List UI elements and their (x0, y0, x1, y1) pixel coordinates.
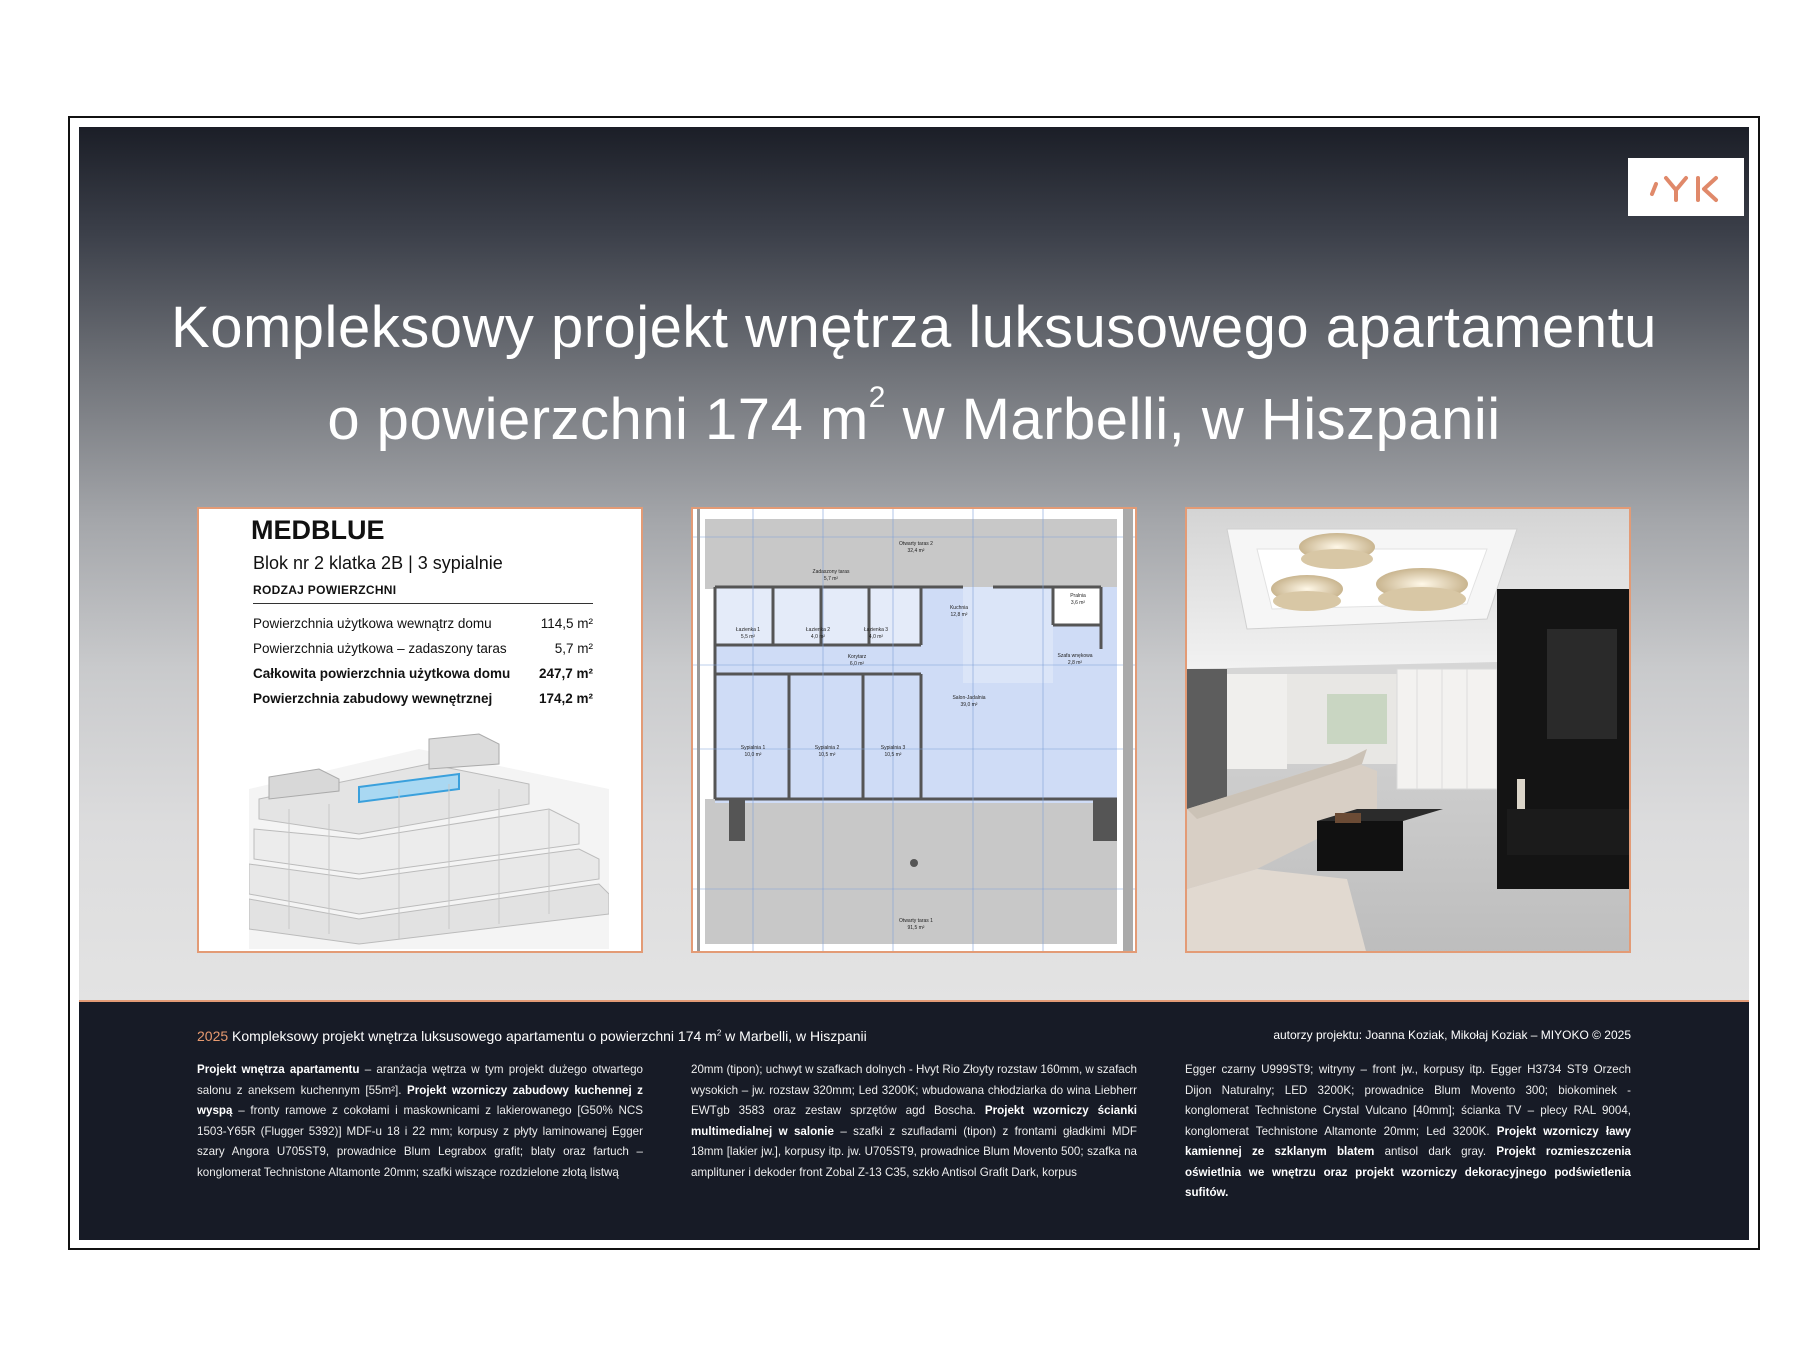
description-text: 20mm (tipon); uchwyt w szafkach dolnych - Hvyt Rio Złoyty rozstaw 160mm, w szafach wysokich – jw. rozstaw 320mm; Led 3200K; wbudowana chłodziarka do wina Liebherr EWTgb 3583 oraz zestaw sprzętów agd Boscha. (691, 1063, 1137, 1117)
plan-label: Łazienka 1 (735, 627, 761, 633)
description-bold: Projekt wzorniczy ścianki multimedialnej w salonie (691, 1104, 1138, 1138)
plan-label: 3,6 m² (1070, 600, 1086, 606)
plan-label: Otwarty taras 2 (899, 541, 933, 547)
plan-label: 10,0 m² (744, 752, 762, 758)
presentation-board (79, 127, 1749, 1240)
plan-label: 32,4 m² (907, 548, 925, 554)
plan-label: Sypialnia 1 (740, 745, 766, 751)
area-row-label: Powierzchnia użytkowa – zadaszony taras (253, 641, 507, 656)
plan-label: 5,5 m² (740, 634, 756, 640)
unit-subtitle: Blok nr 2 klatka 2B | 3 sypialnie (253, 553, 503, 573)
footer-headline-sup: 2 (716, 1028, 722, 1038)
area-row-value: 174,2 m² (538, 691, 593, 706)
description-text: – aranżacja wętrza w tym projekt dużego otwartego salonu z aneksem kuchennym [55m²]. (197, 1063, 643, 1097)
area-row (253, 661, 593, 686)
plan-label: 91,5 m² (907, 925, 925, 931)
page-title (79, 282, 1749, 466)
plan-label: Łazienka 3 (863, 627, 889, 633)
description-bold: Projekt wzorniczy zabudowy kuchennej z wyspą (197, 1083, 643, 1117)
description-column-3 (1185, 1060, 1631, 1204)
description-text: – szafki z szufladami (tipon) z frontami gładkimi MDF 18mm [lakier jw.], korpusy itp. jw. U705ST9, prowadnice Blum Movento 500; szafka na amplituner i dekoder front Zobal Z-13 C35, szkło Antisol Grafit Dark, korpus (691, 1124, 1137, 1179)
area-row (253, 611, 593, 636)
project-authors: autorzy projektu: Joanna Koziak, Mikołaj Koziak – MIYOKO © 2025 (1273, 1028, 1631, 1042)
project-year: 2025 (197, 1028, 229, 1044)
area-row-label: Powierzchnia zabudowy wewnętrznej (253, 691, 493, 706)
area-row-label: Całkowita powierzchnia użytkowa domu (253, 666, 511, 681)
description-bold: Projekt wzorniczy ławy kamiennej ze szklanym blatem (1185, 1124, 1631, 1158)
plan-label: 5,7 m² (823, 576, 839, 582)
area-row-value: 247,7 m² (538, 666, 593, 681)
plan-label: Zadaszony taras (812, 569, 850, 575)
header-area (79, 127, 1749, 1000)
plan-label: Otwarty taras 1 (899, 918, 933, 924)
plan-label: Łazienka 2 (805, 627, 831, 633)
info-panel (197, 507, 643, 953)
description-text: antisol dark gray. (1374, 1145, 1497, 1158)
brand-logo (1628, 158, 1744, 216)
description-bold: Projekt rozmieszczenia oświetlnia we wnętrzu oraz projekt wzorniczy dekoracyjnego podświetlenia sufitów. (1185, 1145, 1631, 1199)
plan-label: 2,8 m² (1067, 660, 1083, 666)
description-bold: Projekt wnętrza apartamentu (197, 1063, 360, 1076)
area-row-value: 5,7 m² (554, 641, 593, 656)
plan-label: 12,8 m² (950, 612, 968, 618)
description-text: Egger czarny U999ST9; witryny – front jw., korpusy itp. Egger H3734 ST9 Orzech Dijon Naturalny; LED 3200K; prowadnice Blum Movento 300; biokominek - konglomerat Technistone Crystal Vulcano [40mm]; ścianka TV – plecy RAL 9004, konglomerat Technistone Altamonte 20mm; Led 3200K. (1185, 1063, 1631, 1138)
description-column-1 (197, 1060, 643, 1183)
plan-label: Korytarz (847, 654, 867, 660)
plan-label: Pralnia (1070, 593, 1086, 599)
plan-label: 39,0 m² (960, 702, 978, 708)
footer-headline-b: w Marbelli, w Hiszpanii (721, 1028, 867, 1044)
plan-label: 4,0 m² (868, 634, 884, 640)
plan-label: Kuchnia (949, 605, 969, 611)
title-line-1: Kompleksowy projekt wnętrza luksusowego apartamentu (171, 295, 1657, 360)
plan-label: Szafa wnękowa (1057, 653, 1093, 659)
floor-plan-panel (691, 507, 1137, 953)
area-row (253, 686, 593, 711)
plan-label: Sypialnia 3 (880, 745, 906, 751)
plan-label: 10,5 m² (818, 752, 836, 758)
area-type-label: RODZAJ POWIERZCHNI (253, 583, 397, 597)
footer-headline (197, 1028, 867, 1044)
living-room-render (1187, 509, 1631, 953)
plan-label: 4,0 m² (810, 634, 826, 640)
title-line-2-a: o powierzchni 174 m (327, 387, 869, 452)
plan-label: Salon-Jadalnia (952, 695, 986, 701)
divider (253, 603, 593, 604)
area-row-value: 114,5 m² (540, 616, 593, 631)
title-line-2 (79, 374, 1749, 466)
floor-plan (693, 509, 1137, 953)
area-row (253, 636, 593, 661)
area-row-label: Powierzchnia użytkowa wewnątrz domu (253, 616, 492, 631)
area-table (253, 611, 593, 711)
plan-label: 6,0 m² (849, 661, 865, 667)
building-illustration (249, 729, 609, 949)
plan-label: 10,5 m² (884, 752, 902, 758)
description-column-2 (691, 1060, 1137, 1183)
description-footer (79, 1000, 1749, 1240)
footer-headline-a: Kompleksowy projekt wnętrza luksusowego apartamentu o powierzchni 174 m (228, 1028, 717, 1044)
plan-label: Sypialnia 2 (814, 745, 840, 751)
development-name: MEDBLUE (251, 515, 385, 545)
description-text: – fronty ramowe z cokołami i maskownicami z lakierowanego [G50% NCS 1503-Y65R (Flugger 5392)] MDF-u 18 i 22 mm; korpusy z płyty laminowanej Egger szary Angora U705ST9, prowadnice Blum Legrabox grafit; blaty oraz fartuch – konglomerat Technistone Altamonte 20mm; szafki wiszące rozdzielone złotą listwą (197, 1104, 643, 1179)
title-sup: 2 (868, 381, 886, 414)
myk-logo-icon (1646, 170, 1726, 204)
title-line-2-b: w Marbelli, w Hiszpanii (885, 387, 1501, 452)
interior-render-panel (1185, 507, 1631, 953)
